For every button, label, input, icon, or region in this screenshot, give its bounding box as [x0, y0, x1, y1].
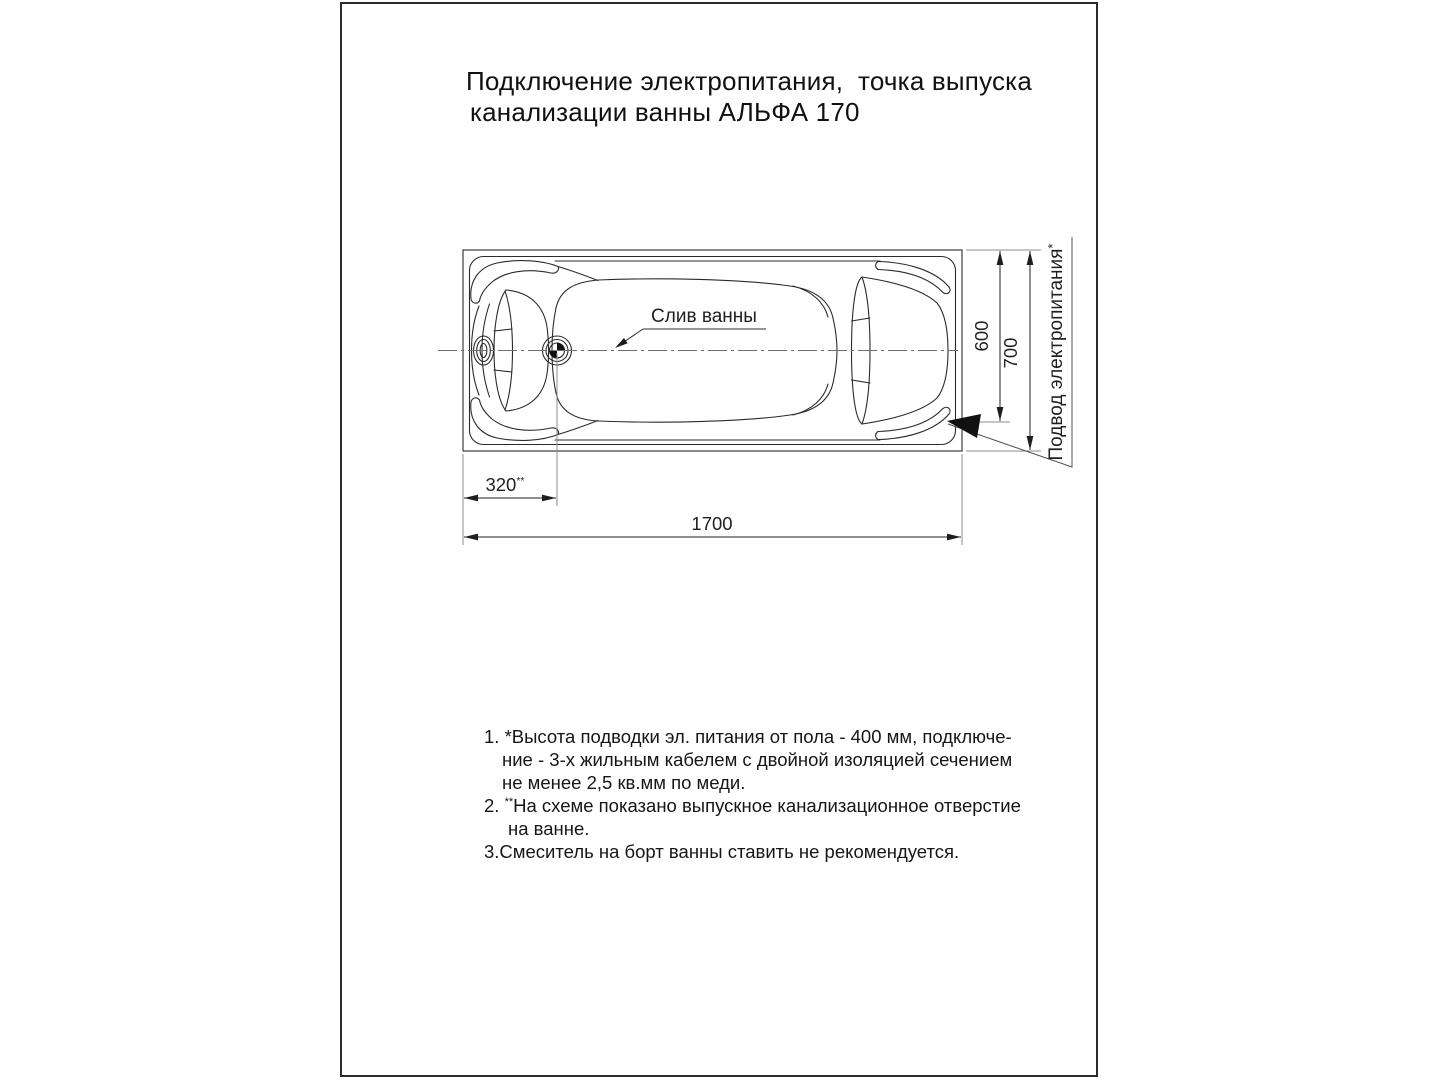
left-connector-bottom	[558, 421, 598, 435]
drain-callout-arrow-icon	[615, 338, 628, 348]
drain-callout	[615, 306, 766, 348]
note-2-footnote-marker: **	[504, 795, 514, 808]
note-1-line-3: не менее 2,5 кв.мм по меди.	[502, 772, 746, 793]
extension-lines	[463, 250, 1041, 545]
note-2-text: На схеме показано выпускное канализационное отверстие	[513, 795, 1021, 816]
page-title-line-1: Подключение электропитания, точка выпуска	[466, 66, 1032, 96]
note-2-line-1	[484, 794, 1021, 817]
note-3-line-1: 3.Смеситель на борт ванны ставить не рекомендуется.	[484, 841, 960, 862]
bathtub-technical-drawing	[420, 224, 1100, 560]
dimension-320-footnote-marker: **	[516, 475, 525, 487]
left-wing-top	[471, 261, 559, 304]
note-2-line-2: на ванне.	[508, 818, 590, 839]
power-supply-arrow-icon	[947, 414, 981, 438]
left-headrest-divider-bottom	[494, 370, 512, 372]
dimension-arrows	[464, 251, 1033, 540]
left-wing-bottom	[471, 398, 559, 441]
left-headrest-divider-top	[494, 329, 512, 331]
drain-callout-label: Слив ванны	[651, 306, 757, 327]
basin-corner-curve-top	[793, 286, 828, 317]
dimension-320-value: 320	[485, 474, 517, 495]
power-supply-footnote-marker: *	[1045, 243, 1060, 249]
dimension-320-label	[485, 474, 524, 495]
right-backrest-divider-top	[852, 318, 871, 321]
dimension-1700-label: 1700	[691, 513, 733, 534]
power-supply-label	[1045, 244, 1067, 461]
page-title-line-2: канализации ванны АЛЬФА 170	[470, 97, 860, 127]
power-supply-label-text: Подвод электропитания	[1046, 248, 1067, 461]
note-2-number: 2.	[484, 795, 505, 816]
note-1-line-2: ние - 3-х жильным кабелем с двойной изоляцией сечением	[502, 749, 1013, 770]
dimension-600-label: 600	[971, 320, 992, 352]
left-connector-top	[558, 267, 598, 281]
right-backrest-divider-bottom	[852, 380, 871, 383]
basin-corner-curve-bottom	[793, 384, 828, 415]
dimension-700-label: 700	[1000, 337, 1021, 369]
note-1-line-1: 1. *Высота подводки эл. питания от пола - 400 мм, подключе-	[484, 726, 1012, 747]
notes-block	[484, 725, 1021, 863]
